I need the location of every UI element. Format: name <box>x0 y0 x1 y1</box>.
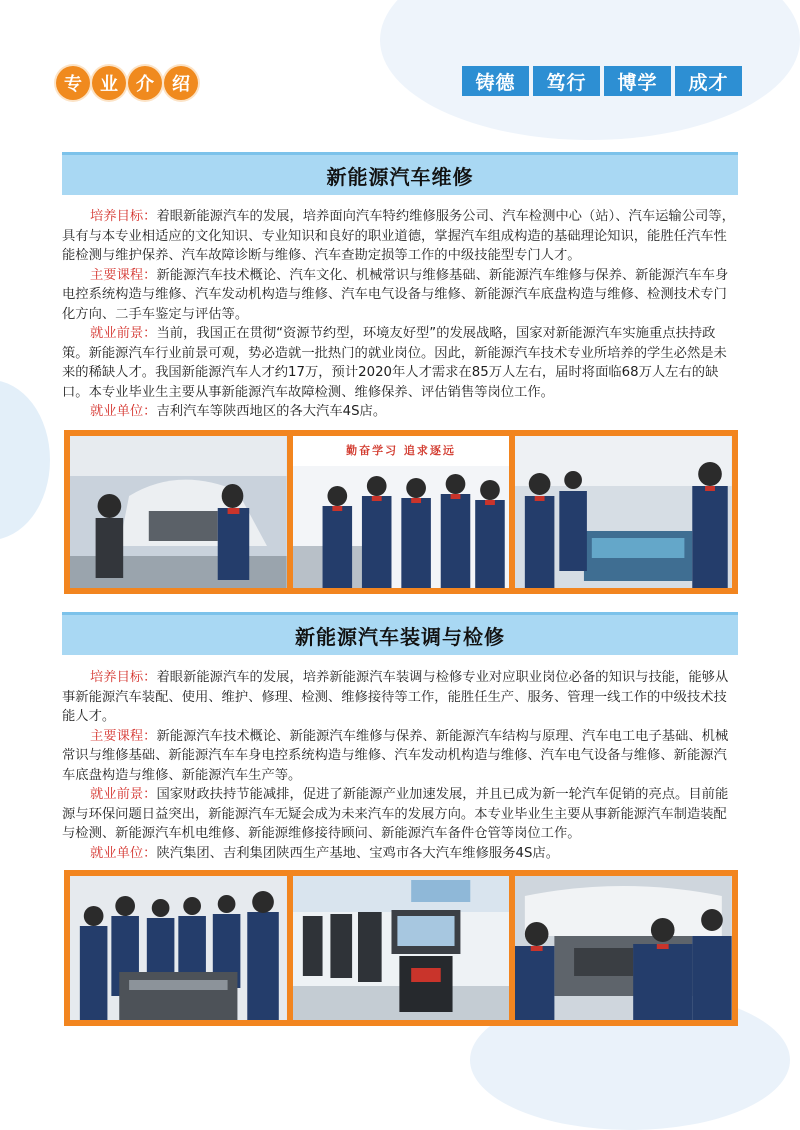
background-decoration <box>0 380 50 540</box>
motto-item: 成才 <box>675 66 742 96</box>
paragraph-courses <box>62 266 738 325</box>
paragraph-employers <box>62 402 738 422</box>
motto-item: 博学 <box>604 66 671 96</box>
section-body <box>62 207 738 422</box>
photo-car-inspection <box>515 876 732 1020</box>
paragraph-label: 就业前景： <box>90 326 157 341</box>
section-title: 新能源汽车装调与检修 <box>62 612 738 655</box>
paragraph-text: 新能源汽车技术概论、新能源汽车维修与保养、新能源汽车结构与原理、汽车电工电子基础、机械常识与维修基础、新能源汽车车身电控系统构造与维修、汽车发动机构造与维修、汽车电气设备与维修、新能源汽车底盘构造与维修、新能源汽车生产等。 <box>62 728 729 783</box>
badge-char: 专 <box>56 66 90 100</box>
paragraph-text: 新能源汽车技术概论、汽车文化、机械常识与维修基础、新能源汽车维修与保养、新能源汽车车身电控系统构造与维修、汽车发动机构造与维修、汽车电气设备与维修、新能源汽车底盘构造与维修、检测技术专门化方向、二手车鉴定与评估等。 <box>62 267 729 322</box>
section-title: 新能源汽车维修 <box>62 152 738 195</box>
paragraph-label: 就业前景： <box>90 787 157 802</box>
paragraph-label: 就业单位： <box>90 404 157 419</box>
photo-strip <box>64 870 738 1026</box>
photo-battery-training <box>515 436 732 588</box>
section-body <box>62 668 738 863</box>
paragraph-text: 当前，我国正在贯彻“资源节约型，环境友好型”的发展战略，国家对新能源汽车实施重点扶持政策。新能源汽车行业前景可观，势必造就一批热门的就业岗位。因此，新能源汽车技术专业所培养的学生必然是未来的稀缺人才。我国新能源汽车人才约17万，预计2020年人才需求在85万人左右，届时将面临68万人左右的缺口。本专业毕业生主要从事新能源汽车故障检测、维修保养、评估销售等岗位工作。 <box>62 326 727 400</box>
paragraph-label: 就业单位： <box>90 845 157 861</box>
paragraph-employers <box>62 844 738 864</box>
badge-char: 介 <box>128 66 162 100</box>
paragraph-text: 着眼新能源汽车的发展，培养新能源汽车装调与检修专业对应职业岗位必备的知识与技能，能够从事新能源汽车装配、使用、维护、修理、检测、维修接待等工作，能胜任生产、服务、管理一线工作的中级技术技能人才。 <box>62 670 729 724</box>
paragraph-label: 培养目标： <box>90 670 157 685</box>
paragraph-prospects <box>62 785 738 844</box>
photo-training-equipment <box>293 876 510 1020</box>
motto-item: 铸德 <box>462 66 529 96</box>
page-badge <box>56 66 198 100</box>
photo-class-group <box>293 436 510 588</box>
paragraph-text: 着眼新能源汽车的发展，培养面向汽车特约维修服务公司、汽车检测中心（站）、汽车运输公司等，具有与本专业相适应的文化知识、专业知识和良好的职业道德，掌握汽车组成构造的基础理论知识，能胜任汽车性能检测与维护保养、汽车故障诊断与维修、汽车查勘定损等工作的中级技能型专门人才。 <box>62 209 735 263</box>
photo-engine-repair <box>70 436 287 588</box>
paragraph-label: 主要课程： <box>90 267 157 283</box>
paragraph-goal <box>62 668 738 727</box>
photo-strip <box>64 430 738 594</box>
school-motto <box>462 66 742 96</box>
paragraph-prospects <box>62 324 738 402</box>
photo-banner-text: 勤奋学习 追求逐远 <box>346 444 456 457</box>
badge-char: 业 <box>92 66 126 100</box>
paragraph-text: 国家财政扶持节能减排，促进了新能源产业加速发展，并且已成为新一轮汽车促销的亮点。目前能源与环保问题日益突出，新能源汽车无疑会成为未来汽车的发展方向。本专业毕业生主要从事新能源汽车制造装配与检测、新能源汽车机电维修、新能源维修接待顾问、新能源汽车备件仓管等岗位工作。 <box>62 787 729 841</box>
badge-char: 绍 <box>164 66 198 100</box>
paragraph-text: 陕汽集团、吉利集团陕西生产基地、宝鸡市各大汽车维修服务4S店。 <box>156 845 559 861</box>
photo-students-bench <box>70 876 287 1020</box>
paragraph-courses <box>62 727 738 786</box>
paragraph-label: 主要课程： <box>90 728 157 744</box>
paragraph-text: 吉利汽车等陕西地区的各大汽车4S店。 <box>156 404 387 419</box>
paragraph-goal <box>62 207 738 266</box>
motto-item: 笃行 <box>533 66 600 96</box>
paragraph-label: 培养目标： <box>90 209 157 224</box>
